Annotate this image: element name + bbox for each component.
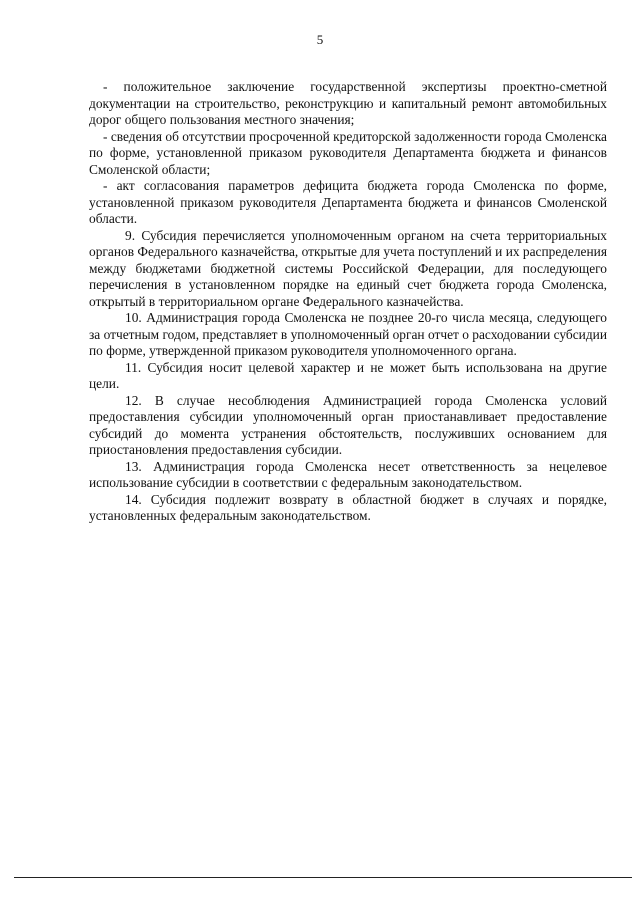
paragraph-debt-information: - сведения об отсутствии просроченной кредиторской задолженности города Смоленска по форме, установленной приказом руководителя Департамента бюджета и финансов Смоленской области; xyxy=(89,128,607,177)
document-body xyxy=(89,79,607,525)
paragraph-item-13: 13. Администрация города Смоленска несет ответственность за нецелевое использование субсидии в соответствии с федеральным законодательством. xyxy=(89,458,607,490)
bottom-rule xyxy=(14,877,632,878)
paragraph-item-14: 14. Субсидия подлежит возврату в областной бюджет в случаях и порядке, установленных федеральным законодательством. xyxy=(89,491,607,523)
paragraph-item-11: 11. Субсидия носит целевой характер и не может быть использована на другие цели. xyxy=(89,359,607,391)
paragraph-expertise-conclusion: - положительное заключение государственной экспертизы проектно-сметной документации на строительство, реконструкцию и капитальный ремонт автомобильных дорог общего пользования местного значения; xyxy=(89,79,607,127)
paragraph-item-12: 12. В случае несоблюдения Администрацией города Смоленска условий предоставления субсидии уполномоченный орган приостанавливает предоставление субсидий до момента устранения обстоятельств, послуживших основанием для приостановления предоставления субсидии. xyxy=(89,392,607,457)
page-number: 5 xyxy=(316,32,324,47)
paragraph-item-9: 9. Субсидия перечисляется уполномоченным органом на счета территориальных органов Федерального казначейства, открытые для учета поступлений и их распределения между бюджетами бюджетной системы Российской Федерации, для последующего перечисления в установленном порядке на единый счет бюджета города Смоленска, открытый в территориальном органе Федерального казначейства. xyxy=(89,227,607,309)
paragraph-deficit-act: - акт согласования параметров дефицита бюджета города Смоленска по форме, установленной приказом руководителя Департамента бюджета и финансов Смоленской области. xyxy=(89,178,607,226)
paragraph-item-10: 10. Администрация города Смоленска не позднее 20-го числа месяца, следующего за отчетным годом, представляет в уполномоченный орган отчет о расходовании субсидии по форме, утвержденной приказом руководителя уполномоченного органа. xyxy=(89,310,607,358)
